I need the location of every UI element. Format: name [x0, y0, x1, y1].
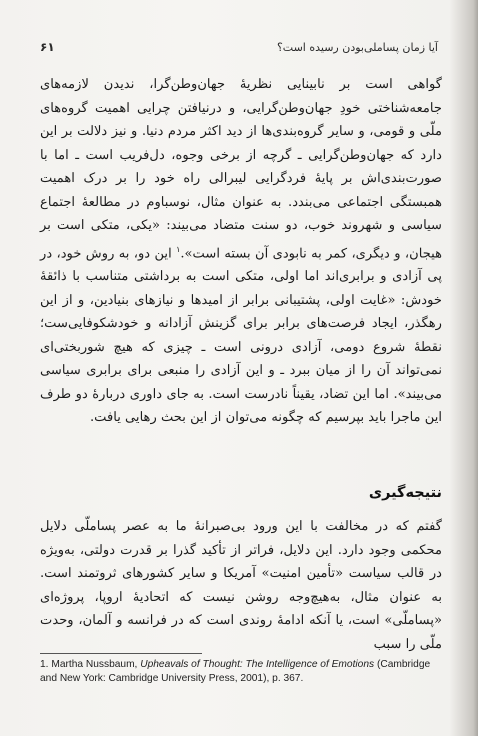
footnote — [40, 658, 442, 686]
footnote-divider — [40, 653, 202, 654]
section-paragraph: گفتم که در مخالفت با این ورود بی‌صبرانهٔ ما به عصر پساملّی دلایل محکمی وجود دارد. این دلایل، فراتر از تأکید گذرا بر قدرت دولتی، به‌ویژه در قالب سیاست «تأمین امنیت» آمریکا و سایر کشورهای ثروتمند است. به عنوان مثال، به‌هیچ‌وجه روشن نیست که اتحادیهٔ اروپا، پروژه‌ای «پساملّی» است، یا آنکه ادامهٔ روندی است که در فرانسه و آلمان، وحدت ملّی را سبب — [40, 519, 442, 652]
paragraph-1-continuation: این دو، به روش خود، در پی آزادی و برابری‌اند اما اولی، متکی است به برداشتی متناسب با ذائقهٔ خودش: «غایت اولی، پشتیبانی برابر از امیدها و نیازهای بنیادین، و از این رهگذر، ایجاد فرصت‌های برابر برای گزینش آزادانه و خودشکوفایی‌ست؛ نقطهٔ شروع دومی، آزادی درونی است ـ چیزی که هیچ شوربختی‌ای نمی‌تواند آن را از میان ببرد ـ و این آزادی را منبعی برای برابری سیاسی می‌بیند». اما این تضاد، یقیناً نادرست است. به جای داوری دربارهٔ دو طرف این ماجرا باید بپرسیم که چگونه می‌توان از این بحث رهایی یافت. — [40, 245, 442, 426]
footnote-book-title: Upheavals of Thought: The Intelligence of Emotions — [140, 659, 375, 670]
footnote-prefix: 1. Martha Nussbaum, — [40, 659, 141, 670]
paragraph-1 — [40, 73, 442, 430]
section-heading: نتیجه‌گیری — [368, 485, 442, 501]
body-paragraph — [40, 73, 442, 430]
paragraph-1-text: گواهی است بر نابینایی نظریهٔ جهان‌وطن‌گرا، ندیدن لازمه‌های جامعه‌شناختی خودِ جهان‌وطن‌گرایی، و درنیافتن چرایی اهمیت گروه‌های ملّی و قومی، و سایر گروه‌بندی‌ها از دید اکثر مردم دنیا. و نیز دلالت بر این دارد که جهان‌وطن‌گرایی ـ گرچه از برخی وجوه، دل‌فریب است ـ اما با صورت‌بندی‌اش بر پایهٔ فردگرایی لیبرالی راه خود را بر درک اهمیت همبستگی اجتماعی می‌بندد. به عنوان مثال، نوسباوم در مطالعهٔ اجتماع سیاسی و شهروند خوب، دو سنت متضاد می‌بیند: «یکی، متکی است بر هیجان، و دیگری، کمر به نابودی آن بسته است». — [40, 77, 443, 261]
running-head-title: آیا زمان پساملی‌بودن رسیده است؟ — [276, 41, 438, 54]
footnote-marker: ۱ — [176, 244, 181, 254]
footnote-suffix: (Cambridge and New York: Cambridge University Press, 2001), p. 367. — [40, 659, 431, 684]
page-number: ۶۱ — [40, 40, 55, 54]
running-head — [40, 41, 438, 57]
